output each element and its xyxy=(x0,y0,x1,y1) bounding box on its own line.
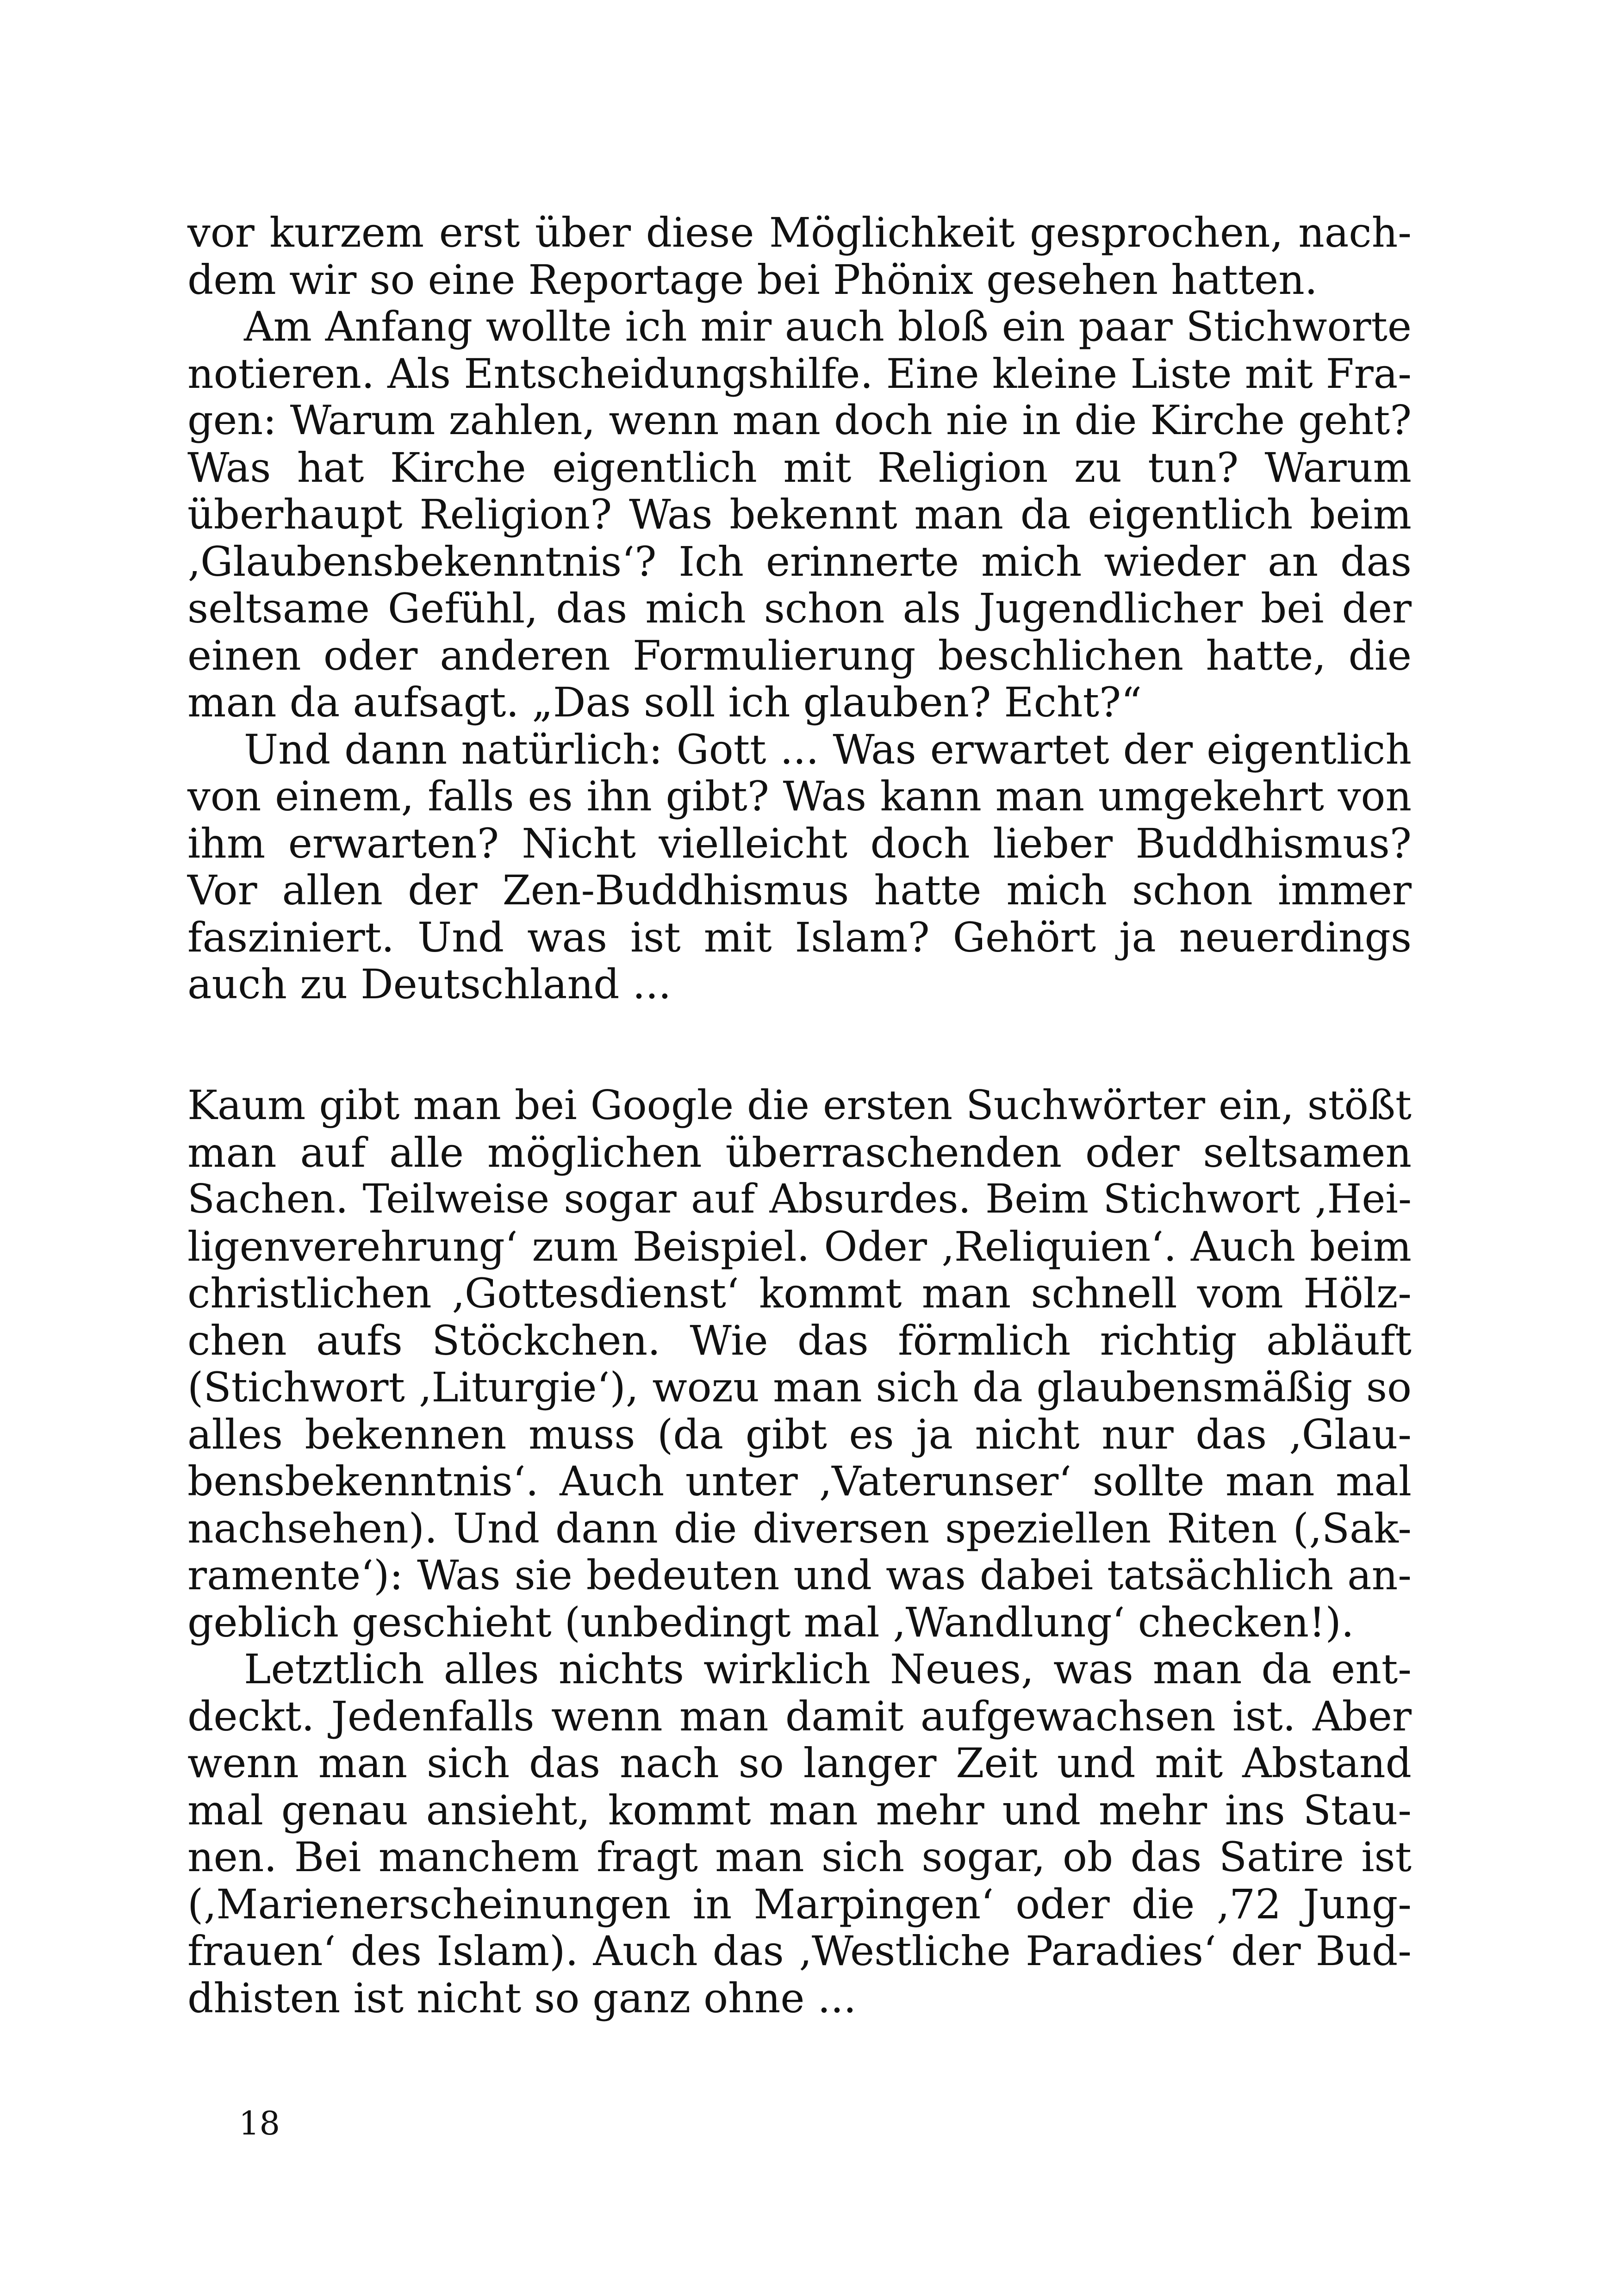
text-line: geblich geschieht (unbedingt mal ‚Wandlung‘ checken!). xyxy=(187,1598,1354,1646)
text-line: ‚Glaubensbekenntnis‘? Ich erinnerte mich wieder an das xyxy=(187,537,1412,585)
text-line: chen aufs Stöckchen. Wie das förmlich richtig abläuft xyxy=(187,1316,1412,1364)
text-line: einen oder anderen Formulierung beschlichen hatte, die xyxy=(187,631,1412,679)
text-line: ihm erwarten? Nicht vielleicht doch lieber Buddhismus? xyxy=(187,819,1412,867)
text-line: auch zu Deutschland ... xyxy=(187,960,672,1008)
text-line: nachsehen). Und dann die diversen speziellen Riten (‚Sak- xyxy=(187,1504,1412,1552)
text-line: man auf alle möglichen überraschenden oder seltsamen xyxy=(187,1128,1412,1176)
text-line: bensbekenntnis‘. Auch unter ‚Vaterunser‘ sollte man mal xyxy=(187,1457,1412,1505)
text-line: deckt. Jedenfalls wenn man damit aufgewachsen ist. Aber xyxy=(187,1692,1412,1740)
text-line: wenn man sich das nach so langer Zeit und mit Abstand xyxy=(187,1739,1412,1787)
text-line: vor kurzem erst über diese Möglichkeit gesprochen, nach- xyxy=(187,209,1412,256)
text-line: von einem, falls es ihn gibt? Was kann man umgekehrt von xyxy=(187,772,1412,820)
text-line: fasziniert. Und was ist mit Islam? Gehört ja neuerdings xyxy=(187,913,1412,961)
text-line: alles bekennen muss (da gibt es ja nicht nur das ‚Glau- xyxy=(187,1410,1412,1458)
page-number: 18 xyxy=(239,2104,280,2142)
text-line: mal genau ansieht, kommt man mehr und mehr ins Stau- xyxy=(187,1786,1412,1834)
text-line: Kaum gibt man bei Google die ersten Suchwörter ein, stößt xyxy=(187,1082,1412,1129)
text-line: notieren. Als Entscheidungshilfe. Eine kleine Liste mit Fra- xyxy=(187,349,1412,398)
text-block-2 xyxy=(187,1082,1412,2022)
text-line: Letztlich alles nichts wirklich Neues, was man da ent- xyxy=(244,1645,1412,1693)
text-line: seltsame Gefühl, das mich schon als Jugendlicher bei der xyxy=(187,585,1412,632)
text-line: überhaupt Religion? Was bekennt man da eigentlich beim xyxy=(187,491,1412,538)
text-line: ligenverehrung‘ zum Beispiel. Oder ‚Reliquien‘. Auch beim xyxy=(187,1222,1412,1270)
text-line: Sachen. Teilweise sogar auf Absurdes. Beim Stichwort ‚Hei- xyxy=(187,1176,1412,1222)
text-line: Am Anfang wollte ich mir auch bloß ein paar Stichworte xyxy=(244,303,1412,350)
text-line: gen: Warum zahlen, wenn man doch nie in die Kirche geht? xyxy=(187,397,1412,444)
text-line: christlichen ‚Gottesdienst‘ kommt man schnell vom Hölz- xyxy=(187,1269,1412,1317)
text-line: ramente‘): Was sie bedeuten und was dabei tatsächlich an- xyxy=(187,1551,1412,1599)
text-line: (Stichwort ‚Liturgie‘), wozu man sich da glaubensmäßig so xyxy=(187,1363,1412,1411)
text-line: frauen‘ des Islam). Auch das ‚Westliche Paradies‘ der Bud- xyxy=(187,1927,1412,1975)
text-line: Und dann natürlich: Gott ... Was erwartet der eigentlich xyxy=(244,725,1412,773)
text-block-1 xyxy=(187,209,1412,1008)
text-line: Vor allen der Zen-Buddhismus hatte mich schon immer xyxy=(187,866,1412,914)
text-line: man da aufsagt. „Das soll ich glauben? Echt?“ xyxy=(187,678,1142,726)
text-line: nen. Bei manchem fragt man sich sogar, ob das Satire ist xyxy=(187,1833,1412,1881)
text-line: (‚Marienerscheinungen in Marpingen‘ oder die ‚72 Jung- xyxy=(187,1880,1412,1928)
text-line: dem wir so eine Reportage bei Phönix gesehen hatten. xyxy=(187,255,1318,304)
text-line: dhisten ist nicht so ganz ohne ... xyxy=(187,1974,857,2022)
text-line: Was hat Kirche eigentlich mit Religion zu tun? Warum xyxy=(187,443,1412,492)
